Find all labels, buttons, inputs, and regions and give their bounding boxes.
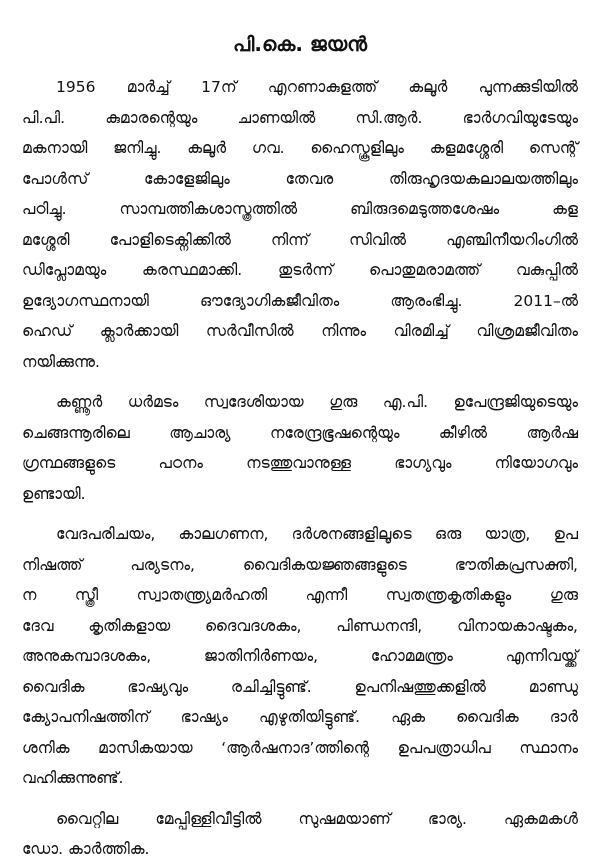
text-line: കണ്ണൂർ ധർമടം സ്വദേശിയായ ഗുരു എ.പി. ഉപേന്ദ്രജിയുടെയും xyxy=(56,393,578,411)
text-line: നയിക്കുന്നു. xyxy=(22,352,100,371)
text-line: ഡിപ്ലോമയും കരസ്ഥമാക്കി. തുടർന്ന് പൊതുമരാമത്ത് വകുപ്പിൽ xyxy=(22,261,578,279)
text-line: ഡോ. കാർത്തിക. xyxy=(22,840,150,858)
text-line: വൈറ്റില മേപ്പിള്ളിവീട്ടിൽ സുഷമയാണ് ഭാര്യ. ഏകമകൾ xyxy=(56,809,578,828)
text-line: ഹെഡ് ക്ലാർക്കായി സർവീസിൽ നിന്നും വിരമിച്ച് വിശ്രമജീവിതം xyxy=(22,322,578,340)
text-line: ക്യോപനിഷത്തിന് ഭാഷ്യം എഴുതിയിട്ടുണ്ട്. ഏക വൈദിക ദാർ xyxy=(22,708,578,726)
text-line: ന സ്ത്രീ സ്വാതന്ത്ര്യമർഹതി എന്നീ സ്വതന്ത്രകൃതികളും ഗുരു xyxy=(22,586,578,604)
text-line: ശനിക മാസികയായ ‘ആർഷനാദ’ത്തിന്റെ ഉപപത്രാധിപ സ്ഥാനം xyxy=(22,738,578,757)
text-line: അനുകമ്പാദശകം, ജാതിനിർണയം, ഹോമമന്ത്രം എന്നിവയ്ക്ക് xyxy=(22,647,578,665)
paragraph-biography xyxy=(22,72,578,377)
text-line: ഉദ്യോഗസ്ഥനായി ഔദ്യോഗികജീവിതം ആരംഭിച്ചു. 2011–ൽ xyxy=(22,291,578,310)
paragraph-studies xyxy=(22,387,578,509)
paragraph-family xyxy=(22,804,578,865)
text-line: 1956 മാർച്ച് 17ന് എറണാകുളത്ത് കലൂർ പുന്നക്കുടിയിൽ xyxy=(56,78,578,96)
text-line: പോൾസ് കോളേജിലും തേവര തിരുഹൃദയകലാലയത്തിലും xyxy=(22,169,578,188)
text-line: ഗ്രന്ഥങ്ങളുടെ പഠനം നടത്തുവാനുള്ള ഭാഗ്യവും നിയോഗവും xyxy=(22,454,578,472)
text-line: ഉണ്ടായി. xyxy=(22,484,86,503)
page-title: പി.കെ. ജയൻ xyxy=(232,32,368,56)
text-line: വേദപരിചയം, കാലഗണന, ദർശനങ്ങളിലൂടെ ഒരു യാത്ര, ഉപ xyxy=(56,525,578,543)
text-line: മകനായി ജനിച്ചു. കലൂർ ഗവ. ഹൈസ്കൂളിലും കളമശ്ശേരി സെന്റ് xyxy=(22,139,578,157)
text-line: നിഷത്ത് പര്യടനം, വൈദികയജ്ഞങ്ങളുടെ ഭൗതികപ്രസക്തി, xyxy=(22,555,578,574)
text-line: മശ്ശേരി പോളിടെക്നിക്കിൽ നിന്ന് സിവിൽ എഞ്ചിനീയറിംഗിൽ xyxy=(22,230,578,249)
paragraph-works xyxy=(22,519,578,794)
text-line: വഹിക്കുന്നുണ്ട്. xyxy=(22,769,124,787)
text-line: പഠിച്ചു. സാമ്പത്തികശാസ്ത്രത്തിൽ ബിരുദമെടുത്തശേഷം കള xyxy=(22,200,578,218)
text-line: ദേവ കൃതികളായ ദൈവദശകം, പിണ്ഡനന്ദി, വിനായകാഷ്ടകം, xyxy=(22,616,578,635)
text-line: വൈദിക ഭാഷ്യവും രചിച്ചിട്ടുണ്ട്. ഉപനിഷത്തുക്കളിൽ മാണ്ഡു xyxy=(22,677,578,696)
text-line: ചെങ്ങന്നൂരിലെ ആചാര്യ നരേന്ദ്രഭൂഷന്റെയും കീഴിൽ ആർഷ xyxy=(22,423,578,442)
text-line: പി.പി. കുമാരന്റെയും ചാണയിൽ സി.ആർ. ഭാർഗവിയുടേയും xyxy=(22,108,578,127)
